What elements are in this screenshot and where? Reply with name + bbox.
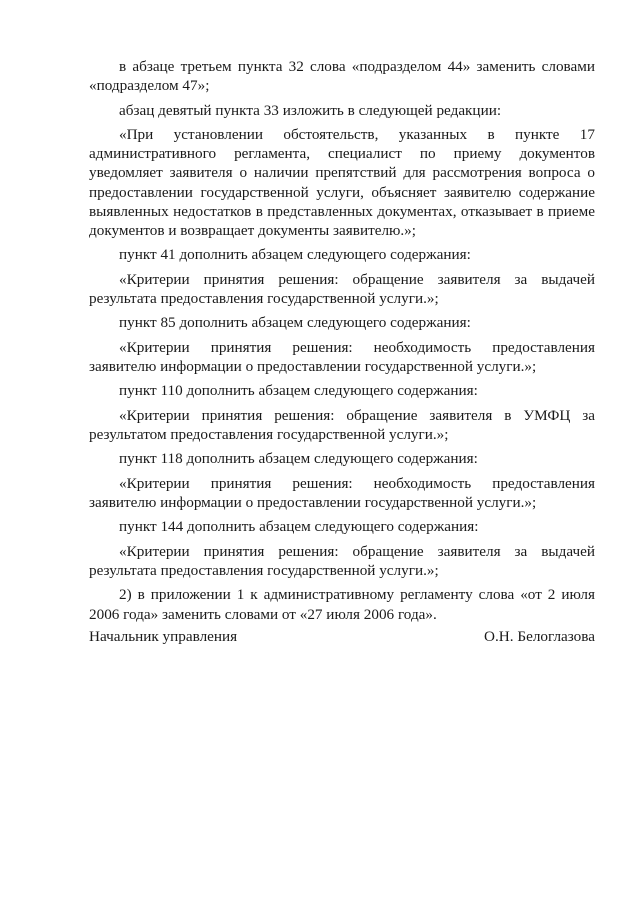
document-body (89, 57, 595, 629)
paragraph-11: «Критерии принятия решения: необходимость предоставления заявителю информации о предоставлении государственной услуги.»; (89, 474, 595, 511)
paragraph-2: абзац девятый пункта 33 изложить в следующей редакции: (119, 101, 502, 119)
paragraph-4: пункт 41 дополнить абзацем следующего содержания: (119, 246, 471, 264)
paragraph-1: в абзаце третьем пункта 32 слова «подразделом 44» заменить словами «подразделом 47»; (89, 58, 595, 95)
paragraph-7: «Критерии принятия решения: необходимость предоставления заявителю информации о предоставлении государственной услуги.»; (89, 338, 595, 375)
paragraph-13: «Критерии принятия решения: обращение заявителя за выдачей результата предоставления государственной услуги.»; (89, 542, 595, 579)
paragraph-12: пункт 144 дополнить абзацем следующего содержания: (119, 518, 479, 536)
paragraph-14: 2) в приложении 1 к административному регламенту слова «от 2 июля 2006 года» заменить словами от «27 июля 2006 года». (89, 586, 595, 623)
paragraph-3: «При установлении обстоятельств, указанных в пункте 17 административного регламента, специалист по приему документов уведомляет заявителя о наличии препятствий для рассмотрения вопроса о предоставлении государственной услуги, объясняет заявителю содержание выявленных недостатков в представленных документах, отказывает в приеме документов и возвращает документы заявителю.»; (89, 125, 595, 239)
signatory-position: Начальник управления (89, 628, 238, 645)
signatory-name: О.Н. Белоглазова (484, 628, 595, 645)
paragraph-5: «Критерии принятия решения: обращение заявителя за выдачей результата предоставления государственной услуги.»; (89, 270, 595, 307)
paragraph-9: «Критерии принятия решения: обращение заявителя в УМФЦ за результатом предоставления государственной услуги.»; (89, 406, 595, 443)
signature-block (89, 627, 595, 646)
paragraph-10: пункт 118 дополнить абзацем следующего содержания: (119, 450, 478, 468)
paragraph-8: пункт 110 дополнить абзацем следующего содержания: (119, 382, 478, 400)
paragraph-6: пункт 85 дополнить абзацем следующего содержания: (119, 314, 471, 332)
